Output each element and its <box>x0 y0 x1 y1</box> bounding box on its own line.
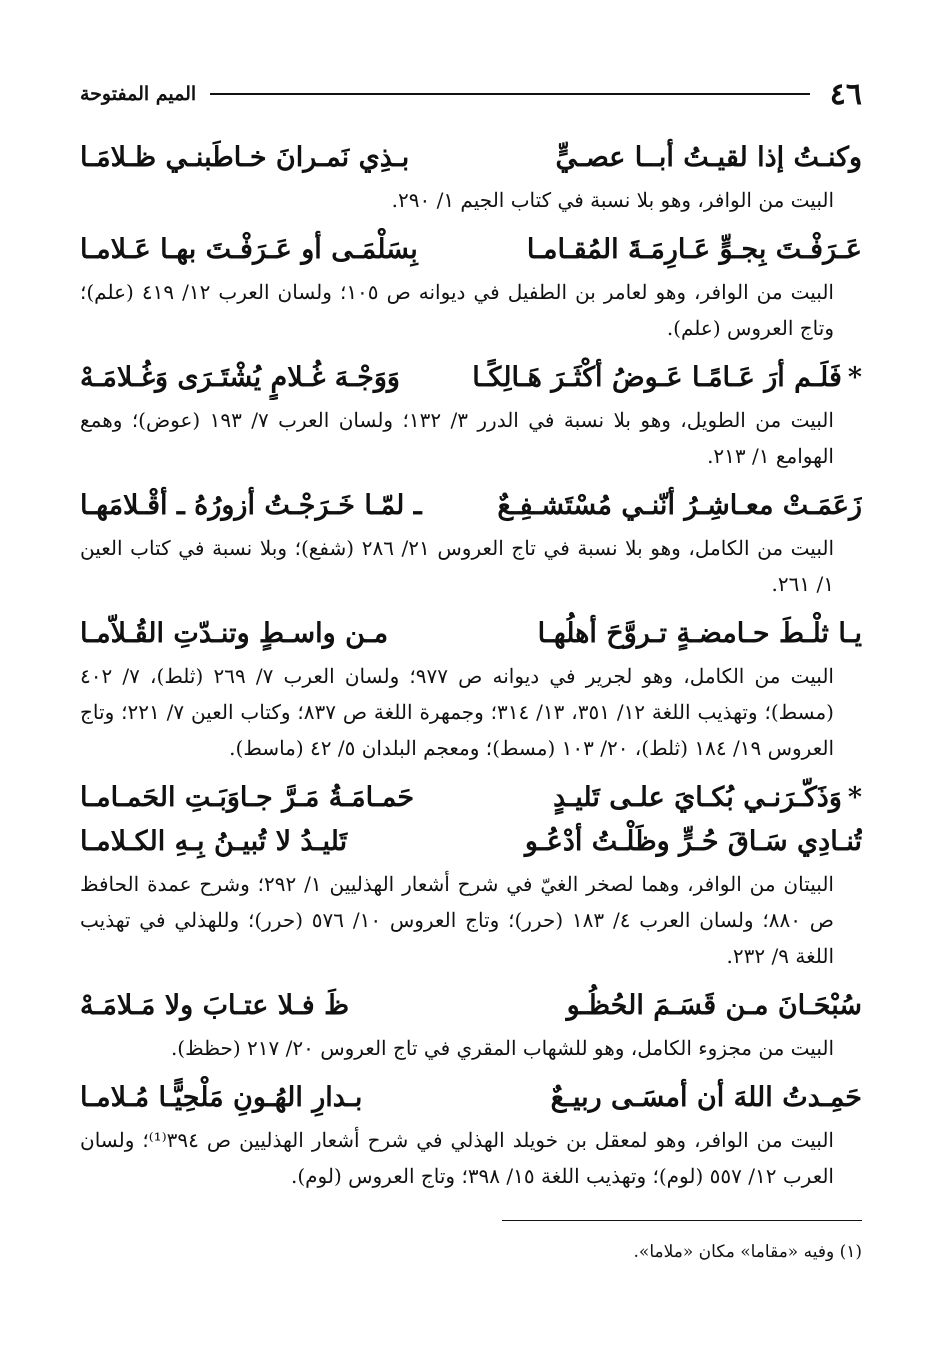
verse-line <box>80 776 862 820</box>
verse-first-hemistich: زَعَمَـتْ معـاشِـرُ أنّنـي مُسْتَشـفِـعٌ <box>497 490 862 521</box>
page-number: ٤٦ <box>829 76 862 112</box>
verse-line <box>80 484 862 528</box>
header-rule <box>210 93 810 95</box>
verse-note: البيتان من الوافر، وهما لصخر الغيّ في شرح أشعار الهذليين ١/ ٢٩٢؛ وشرح عمدة الحافظ ص ٨٨٠؛ ولسان العرب ٤/ ١٨٣ (حرر)؛ وتاج العروس ١٠/ ٥٧٦ (حرر)؛ وللهذلي في تهذيب اللغة ٩/ ٢٣٢. <box>80 872 834 968</box>
verse-second-hemistich: مـن واسـطٍ وتنـدّتِ القُـلاّمـا <box>80 618 389 649</box>
verse-line <box>80 228 862 272</box>
verse-note: البيت من الوافر، وهو بلا نسبة في كتاب الجيم ١/ ٢٩٠. <box>391 188 834 212</box>
verse-line <box>80 1076 862 1120</box>
verse-first-hemistich: حَمِـدتُ اللهَ أن أمسَـى ربيـعٌ <box>550 1082 862 1113</box>
verse-line <box>80 136 862 180</box>
verse-second-hemistich: وَوَجْـهَ غُـلامٍ يُشْتَـرَى وَغُـلامَـهْ <box>80 362 400 393</box>
verse-second-hemistich: ظَ فـلا عتـابَ ولا مَـلامَـهْ <box>80 990 350 1021</box>
verse-second-hemistich: حَمـامَـةُ مَـرَّ جـاوَبَـتِ الحَمـامـا <box>80 782 415 813</box>
verse-star: * <box>847 362 862 393</box>
verse-first-hemistich: عَـرَفْـتَ بِجـوٍّ عَـارِمَـةَ المُقـامـا <box>526 234 862 265</box>
verse-first-hemistich: *فَلَـم أرَ عَـامًـا عَـوضُ أكْثَـرَ هَـالِكًـا <box>472 362 862 393</box>
footnote-rule <box>502 1220 862 1221</box>
verse-note: البيت من الوافر، وهو لمعقل بن خويلد الهذلي في شرح أشعار الهذليين ص ٣٩٤⁽¹⁾؛ ولسان العرب ١٢/ ٥٥٧ (لوم)؛ وتهذيب اللغة ١٥/ ٣٩٨؛ وتاج العروس (لوم). <box>80 1128 834 1188</box>
verse-second-hemistich: بـدارِ الهُـونِ مَلْحِيًّـا مُـلامـا <box>80 1082 363 1113</box>
chapter-title: الميم المفتوحة <box>80 83 197 105</box>
verse-second-hemistich: بِسَلْمَـى أو عَـرَفْـتَ بهـا عَـلامـا <box>80 234 418 265</box>
verse-line <box>80 356 862 400</box>
verse-second-hemistich: تَليـدُ لا تُبيـنُ بِـهِ الكـلامـا <box>80 826 348 857</box>
verse-first-hemistich: وكنـتُ إذا لقيـتُ أبــا عصـيٍّ <box>555 142 862 173</box>
verse-first-hemistich: يـا ثلْـطَ حـامضـةٍ تـروَّحَ أهلُهـا <box>537 618 862 649</box>
verse-note: البيت من الكامل، وهو بلا نسبة في تاج العروس ٢١/ ٢٨٦ (شفع)؛ وبلا نسبة في كتاب العين ١/ ٢٦١. <box>80 536 834 596</box>
verse-line <box>80 820 862 864</box>
verse-first-hemistich: *وَذَكّـرَنـي بُكـايَ علـى تَليـدٍ <box>553 782 862 813</box>
footnote: (١) وفيه «مقاما» مكان «ملاما». <box>633 1242 862 1262</box>
verse-note: البيت من الطويل، وهو بلا نسبة في الدرر ٣/ ١٣٢؛ ولسان العرب ٧/ ١٩٣ (عوض)؛ وهمع الهوامع ١/ ٢١٣. <box>80 408 834 468</box>
verse-note: البيت من مجزوء الكامل، وهو للشهاب المقري في تاج العروس ٢٠/ ٢١٧ (حظظ). <box>170 1036 834 1060</box>
verse-line <box>80 612 862 656</box>
verse-line <box>80 984 862 1028</box>
verse-star: * <box>847 782 862 813</box>
verse-note: البيت من الكامل، وهو لجرير في ديوانه ص ٩٧٧؛ ولسان العرب ٧/ ٢٦٩ (ثلط)، ٧/ ٤٠٢ (مسط)؛ وتهذيب اللغة ١٢/ ٣٥١، ١٣/ ٣١٤؛ وجمهرة اللغة ص ٨٣٧؛ وكتاب العين ٧/ ٢٢١؛ وتاج العروس ١٩/ ١٨٤ (ثلط)، ٢٠/ ١٠٣ (مسط)؛ ومعجم البلدان ٥/ ٤٢ (ماسط). <box>80 664 834 760</box>
verse-first-hemistich: سُبْحَـانَ مـن قَسَـمَ الحُظُـو <box>566 990 862 1021</box>
verse-note: البيت من الوافر، وهو لعامر بن الطفيل في ديوانه ص ١٠٥؛ ولسان العرب ١٢/ ٤١٩ (علم)؛ وتاج العروس (علم). <box>80 280 834 340</box>
verse-first-hemistich: تُنـادِي سَـاقَ حُـرٍّ وظَلْـتُ أدْعُـو <box>524 826 862 857</box>
page-header <box>80 74 862 114</box>
verse-second-hemistich: بـذِي نَمـرانَ خـاطَبنـي ظـلامَـا <box>80 142 410 173</box>
verse-second-hemistich: ـ لمّـا خَـرَجْـتُ أزورُهُ ـ أقْـلامَهـا <box>80 490 422 521</box>
